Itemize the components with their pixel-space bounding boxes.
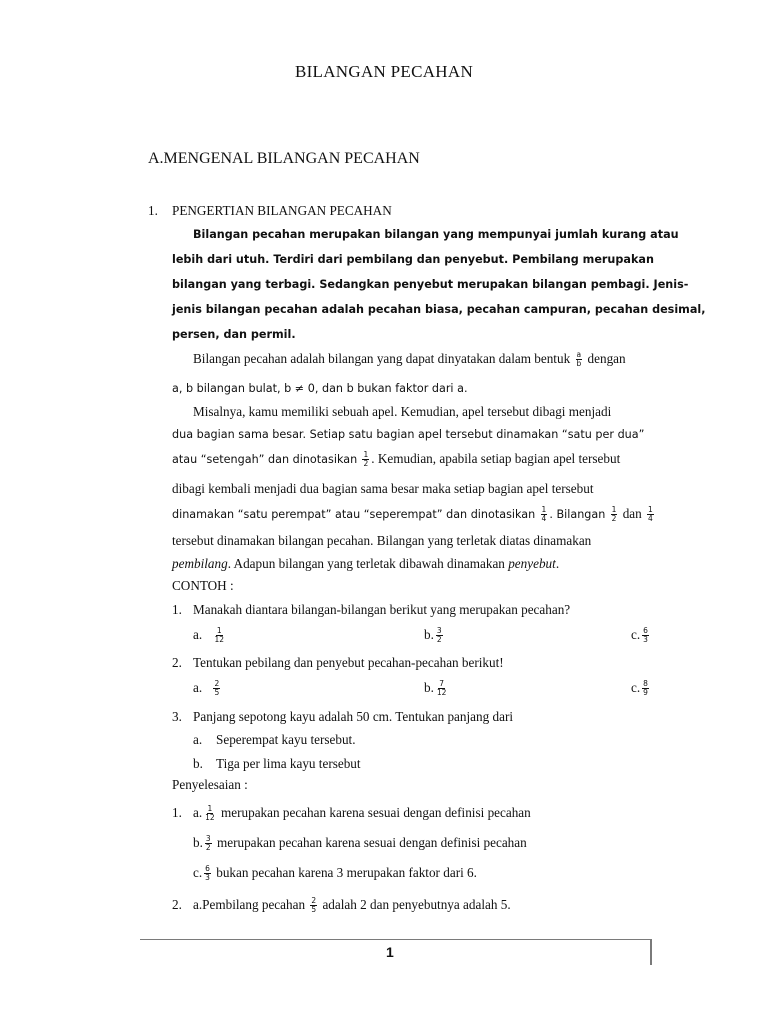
text-span: . Adapun bilangan yang terletak dibawah dinamakan — [227, 556, 505, 571]
fraction-numerator: 8 — [643, 679, 648, 689]
option-label: b. — [193, 835, 203, 850]
fraction-numerator: 1 — [611, 505, 617, 515]
footer-vertical-bar — [650, 939, 652, 965]
fraction-denominator: 2 — [436, 635, 442, 645]
paragraph-line: Misalnya, kamu memiliki sebuah apel. Kemudian, apel tersebut dibagi menjadi — [193, 404, 612, 419]
option-b — [424, 627, 445, 644]
option-label: c. — [631, 680, 641, 695]
subsection-heading: PENGERTIAN BILANGAN PECAHAN — [172, 203, 392, 218]
sub-text: Tiga per lima kayu tersebut — [216, 756, 361, 771]
fraction — [213, 627, 225, 644]
fraction-denominator: 2 — [611, 514, 617, 524]
paragraph-line — [172, 556, 559, 572]
paragraph-line: a, b bilangan bulat, b ≠ 0, dan b bukan faktor dari a. — [172, 382, 468, 395]
text-span: adalah 2 dan penyebutnya adalah 5. — [322, 897, 511, 912]
fraction-denominator: 12 — [205, 813, 215, 823]
sub-text: Seperempat kayu tersebut. — [216, 732, 356, 747]
fraction — [213, 680, 220, 697]
paragraph-line: bilangan yang terbagi. Sedangkan penyebut merupakan bilangan pembagi. Jenis- — [172, 278, 689, 291]
fraction-denominator: 2 — [205, 843, 211, 853]
text-span: Bilangan pecahan adalah bilangan yang dapat dinyatakan dalam bentuk — [193, 351, 571, 366]
solution-line — [193, 865, 477, 882]
option-b — [424, 680, 449, 697]
fraction — [611, 506, 618, 523]
text-span: . Bilangan — [549, 508, 606, 521]
text-span: bukan pecahan karena 3 merupakan faktor dari 6. — [216, 865, 477, 880]
solution-line — [193, 897, 511, 914]
italic-term: penyebut — [508, 556, 556, 571]
option-c — [631, 627, 651, 644]
option-label: b. — [424, 680, 434, 695]
text-span: . Kemudian, apabila setiap bagian apel tersebut — [371, 451, 621, 466]
fraction-denominator: 3 — [205, 873, 210, 883]
question-text: Tentukan pebilang dan penyebut pecahan-pecahan berikut! — [193, 655, 504, 670]
sub-label: a. — [193, 732, 203, 747]
text-span: merupakan pecahan karena sesuai dengan definisi pecahan — [221, 805, 531, 820]
option-c — [631, 680, 651, 697]
solution-line — [193, 835, 527, 852]
option-label: b. — [424, 627, 434, 642]
section-heading: A.MENGENAL BILANGAN PECAHAN — [148, 150, 420, 167]
option-label: c. — [193, 865, 203, 880]
fraction-denominator: 5 — [214, 688, 220, 698]
solution-line — [193, 805, 531, 822]
fraction — [436, 680, 448, 697]
paragraph-line: dua bagian sama besar. Setiap satu bagian apel tersebut dinamakan “satu per dua” — [172, 428, 645, 441]
fraction-numerator: a — [576, 350, 582, 360]
fraction-denominator: 12 — [436, 688, 447, 698]
paragraph-line: persen, dan permil. — [172, 328, 296, 341]
sub-label: b. — [193, 756, 203, 771]
paragraph-line: tersebut dinamakan bilangan pecahan. Bilangan yang terletak diatas dinamakan — [172, 533, 592, 548]
option-label: c. — [631, 627, 641, 642]
option-a — [193, 627, 227, 644]
text-span: dinamakan “satu perempat” atau “seperempat” dan dinotasikan — [172, 508, 536, 521]
fraction-denominator: 12 — [214, 635, 224, 645]
fraction — [362, 451, 369, 468]
option-label: a. — [193, 627, 203, 642]
fraction-numerator: 3 — [205, 834, 211, 844]
question-text: Manakah diantara bilangan-bilangan berikut yang merupakan pecahan? — [193, 602, 571, 617]
fraction-numerator: 7 — [439, 679, 445, 689]
fraction-numerator: 1 — [648, 505, 653, 515]
text-span: atau “setengah” dan dinotasikan — [172, 453, 358, 466]
option-label: a. — [193, 680, 203, 695]
fraction — [642, 627, 649, 644]
footer-divider — [140, 939, 652, 940]
fraction — [204, 805, 216, 822]
list-number: 1. — [172, 602, 182, 617]
fraction-numerator: 6 — [643, 626, 648, 636]
page-number: 1 — [386, 944, 394, 960]
paragraph-line — [193, 351, 626, 368]
option-a — [193, 680, 222, 697]
question-text: Panjang sepotong kayu adalah 50 cm. Tentukan panjang dari — [193, 709, 514, 724]
text-span: merupakan pecahan karena sesuai dengan definisi pecahan — [216, 835, 527, 850]
fraction-denominator: 4 — [541, 514, 547, 524]
fraction-numerator: 1 — [207, 804, 213, 814]
fraction — [436, 627, 443, 644]
italic-term: pembilang — [172, 556, 228, 571]
fraction-numerator: 2 — [311, 896, 317, 906]
fraction-numerator: 6 — [205, 864, 210, 874]
option-label: a. — [193, 805, 203, 820]
text-span: dengan — [587, 351, 626, 366]
fraction — [575, 351, 582, 368]
fraction-denominator: 5 — [311, 905, 317, 915]
fraction-denominator: 2 — [363, 459, 369, 469]
fraction — [204, 865, 211, 882]
fraction-numerator: 3 — [436, 626, 442, 636]
list-number: 1. — [172, 805, 182, 820]
fraction — [205, 835, 212, 852]
fraction-numerator: 2 — [214, 679, 220, 689]
fraction — [642, 680, 649, 697]
fraction — [541, 506, 548, 523]
list-number: 2. — [172, 655, 182, 670]
fraction — [647, 506, 654, 523]
text-span: dan — [622, 506, 642, 521]
fraction-numerator: 1 — [363, 450, 369, 460]
paragraph-line: jenis bilangan pecahan adalah pecahan biasa, pecahan campuran, pecahan desimal, — [172, 303, 706, 316]
contoh-label: CONTOH : — [172, 578, 234, 593]
penyelesaian-label: Penyelesaian : — [172, 777, 248, 792]
text-span: a.Pembilang pecahan — [193, 897, 306, 912]
fraction-numerator: 1 — [541, 505, 547, 515]
paragraph-line — [172, 506, 656, 523]
paragraph-line: Bilangan pecahan merupakan bilangan yang mempunyai jumlah kurang atau — [193, 228, 679, 241]
fraction-denominator: 4 — [648, 514, 653, 524]
fraction — [310, 897, 317, 914]
fraction-denominator: b — [576, 359, 582, 369]
list-number: 2. — [172, 897, 182, 912]
fraction-denominator: 9 — [643, 688, 648, 698]
list-number: 3. — [172, 709, 182, 724]
subsection-number: 1. — [148, 203, 158, 218]
paragraph-line — [172, 451, 620, 468]
paragraph-line: lebih dari utuh. Terdiri dari pembilang dan penyebut. Pembilang merupakan — [172, 253, 654, 266]
page-title: BILANGAN PECAHAN — [294, 62, 474, 81]
text-span: . — [555, 556, 560, 571]
fraction-numerator: 1 — [216, 626, 222, 636]
fraction-denominator: 3 — [643, 635, 648, 645]
paragraph-line: dibagi kembali menjadi dua bagian sama besar maka setiap bagian apel tersebut — [172, 481, 594, 496]
